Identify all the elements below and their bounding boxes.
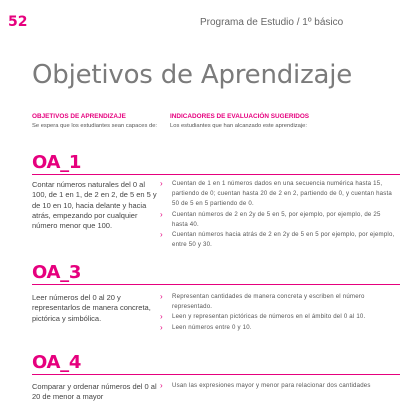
left-column-title: OBJETIVOS DE APRENDIZAJE [32,113,126,120]
indicator-list [160,292,396,333]
indicator-item: › Representan cantidades de manera concreta y escriben el número representado. [160,292,365,311]
section-divider [32,284,400,285]
page-number: 52 [8,14,28,30]
objective-code: OA_1 [32,152,82,173]
indicator-item: › Leen y representan pictóricas de números en el ámbito del 0 al 10. [160,312,366,322]
objective-description: Leer números del 0 al 20 y representarlos de manera concreta, pictórica y simbólica. [32,293,151,323]
indicator-list [160,381,396,391]
indicator-item: › Cuentan números hacia atrás de 2 en 2y de 5 en 5 por ejemplo, por ejemplo, entre 50 y 30. [160,230,395,249]
left-column-subtitle: Se espera que los estudiantes sean capaces de: [32,123,158,129]
objective-description: Contar números naturales del 0 al 100, de 1 en 1, de 2 en 2, de 5 en 5 y de 10 en 10, hacia delante y hacia atrás, empezando por cualquier número menor que 100. [32,180,157,231]
right-column-subtitle: Los estudiantes que han alcanzado este aprendizaje: [170,123,307,129]
indicator-item: › Cuentan de 1 en 1 números dados en una secuencia numérica hasta 15, partiendo de 0; cuentan hasta 20 de 2 en 2, partiendo de 0, y cuentan hasta 50 de 5 en 5 partiendo de 0. [160,179,392,208]
section-divider [32,374,400,375]
right-column-title: INDICADORES DE EVALUACIÓN SUGERIDOS [170,113,310,120]
objective-code: OA_4 [32,352,82,373]
indicator-item: › Cuentan números de 2 en 2y de 5 en 5, por ejemplo, por ejemplo, de 25 hasta 40. [160,209,381,228]
section-divider [32,174,400,175]
indicator-list [160,179,396,250]
indicator-item: › Usan las expresiones mayor y menor para relacionar dos cantidades [160,381,371,390]
page-title: Objetivos de Aprendizaje [32,60,353,90]
running-header: Programa de Estudio / 1º básico [200,17,344,28]
objective-description: Comparar y ordenar números del 0 al 20 de menor a mayor [32,382,157,402]
objective-code: OA_3 [32,262,82,283]
indicator-item: › Leen números entre 0 y 10. [160,322,252,332]
